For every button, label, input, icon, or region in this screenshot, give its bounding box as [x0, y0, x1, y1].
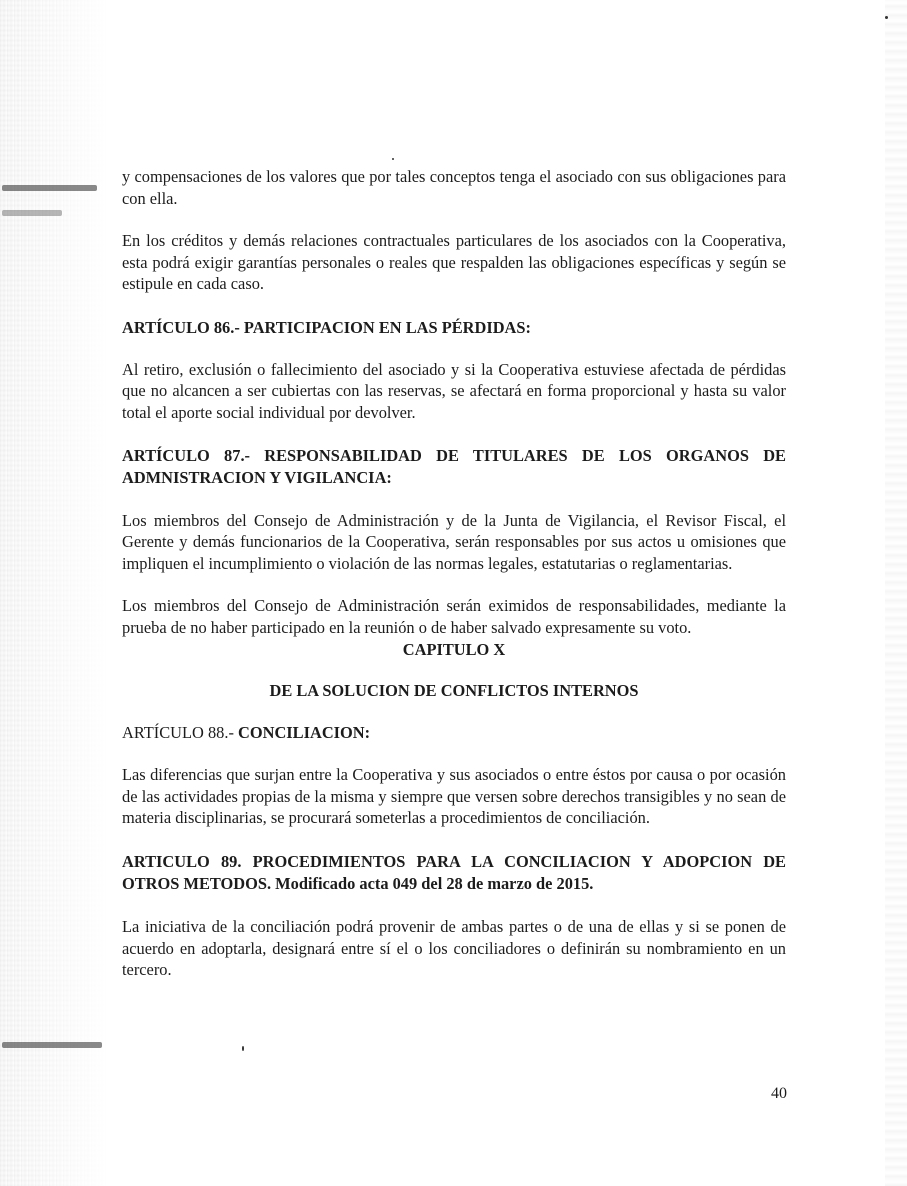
paragraph-articulo-86: Al retiro, exclusión o fallecimiento del asociado y si la Cooperativa estuviese afectada de pérdidas que no alcancen a ser cubiertas con las reservas, se afectará en forma proporcional y hasta su valor total el aporte social individual por devolver.	[122, 359, 786, 422]
scan-mark	[2, 1042, 102, 1048]
page-number: 40	[771, 1085, 787, 1102]
scan-mark	[2, 185, 97, 191]
paragraph-articulo-88: Las diferencias que surjan entre la Cooperativa y sus asociados o entre éstos por causa o por ocasión de las actividades propias de la misma y siempre que versen sobre derechos transigibles y no sean de materia disciplinarias, se procurará someterlas a procedimientos de conciliación.	[122, 765, 786, 828]
paragraph-articulo-87-a: Los miembros del Consejo de Administración y de la Junta de Vigilancia, el Revisor Fiscal, el Gerente y demás funcionarios de la Cooperativa, serán responsables por sus actos u omisiones que impliquen el incumplimiento o violación de las normas legales, estatutarias o reglamentarias.	[122, 510, 786, 573]
paragraph-creditos: En los créditos y demás relaciones contractuales particulares de los asociados con la Cooperativa, esta podrá exigir garantías personales o reales que respalden las obligaciones específicas y según se estipule en cada caso.	[122, 231, 786, 294]
articulo-88-title: CONCILIACION:	[238, 722, 371, 742]
heading-articulo-86: ARTÍCULO 86.- PARTICIPACION EN LAS PÉRDIDAS:	[122, 317, 531, 337]
scan-speck	[242, 1046, 244, 1051]
scan-edge-right	[885, 0, 907, 1186]
scan-speck	[392, 158, 394, 160]
chapter-subtitle: DE LA SOLUCION DE CONFLICTOS INTERNOS	[269, 681, 639, 701]
document-page	[122, 166, 786, 981]
scan-edge-left	[0, 0, 112, 1186]
paragraph-articulo-89: La iniciativa de la conciliación podrá provenir de ambas partes o de una de ellas y si se ponen de acuerdo en adoptarla, designará entre sí el o los conciliadores o definirán su nombramiento en un tercero.	[122, 917, 786, 980]
scan-speck	[885, 16, 888, 19]
scan-mark	[2, 210, 62, 216]
chapter-title: CAPITULO X	[402, 639, 506, 659]
articulo-88-number: ARTÍCULO 88.-	[122, 722, 234, 742]
paragraph-articulo-87-b: Los miembros del Consejo de Administración serán eximidos de responsabilidades, mediante la prueba de no haber participado en la reunión o de haber salvado expresamente su voto.	[122, 596, 786, 637]
heading-articulo-87: ARTÍCULO 87.- RESPONSABILIDAD DE TITULARES DE LOS ORGANOS DE ADMNISTRACION Y VIGILANCIA:	[122, 446, 786, 487]
heading-articulo-89: ARTICULO 89. PROCEDIMIENTOS PARA LA CONCILIACION Y ADOPCION DE OTROS METODOS. Modificado acta 049 del 28 de marzo de 2015.	[122, 852, 786, 893]
heading-articulo-88	[122, 722, 786, 744]
paragraph-compensaciones: y compensaciones de los valores que por tales conceptos tenga el asociado con sus obligaciones para con ella.	[122, 167, 786, 208]
